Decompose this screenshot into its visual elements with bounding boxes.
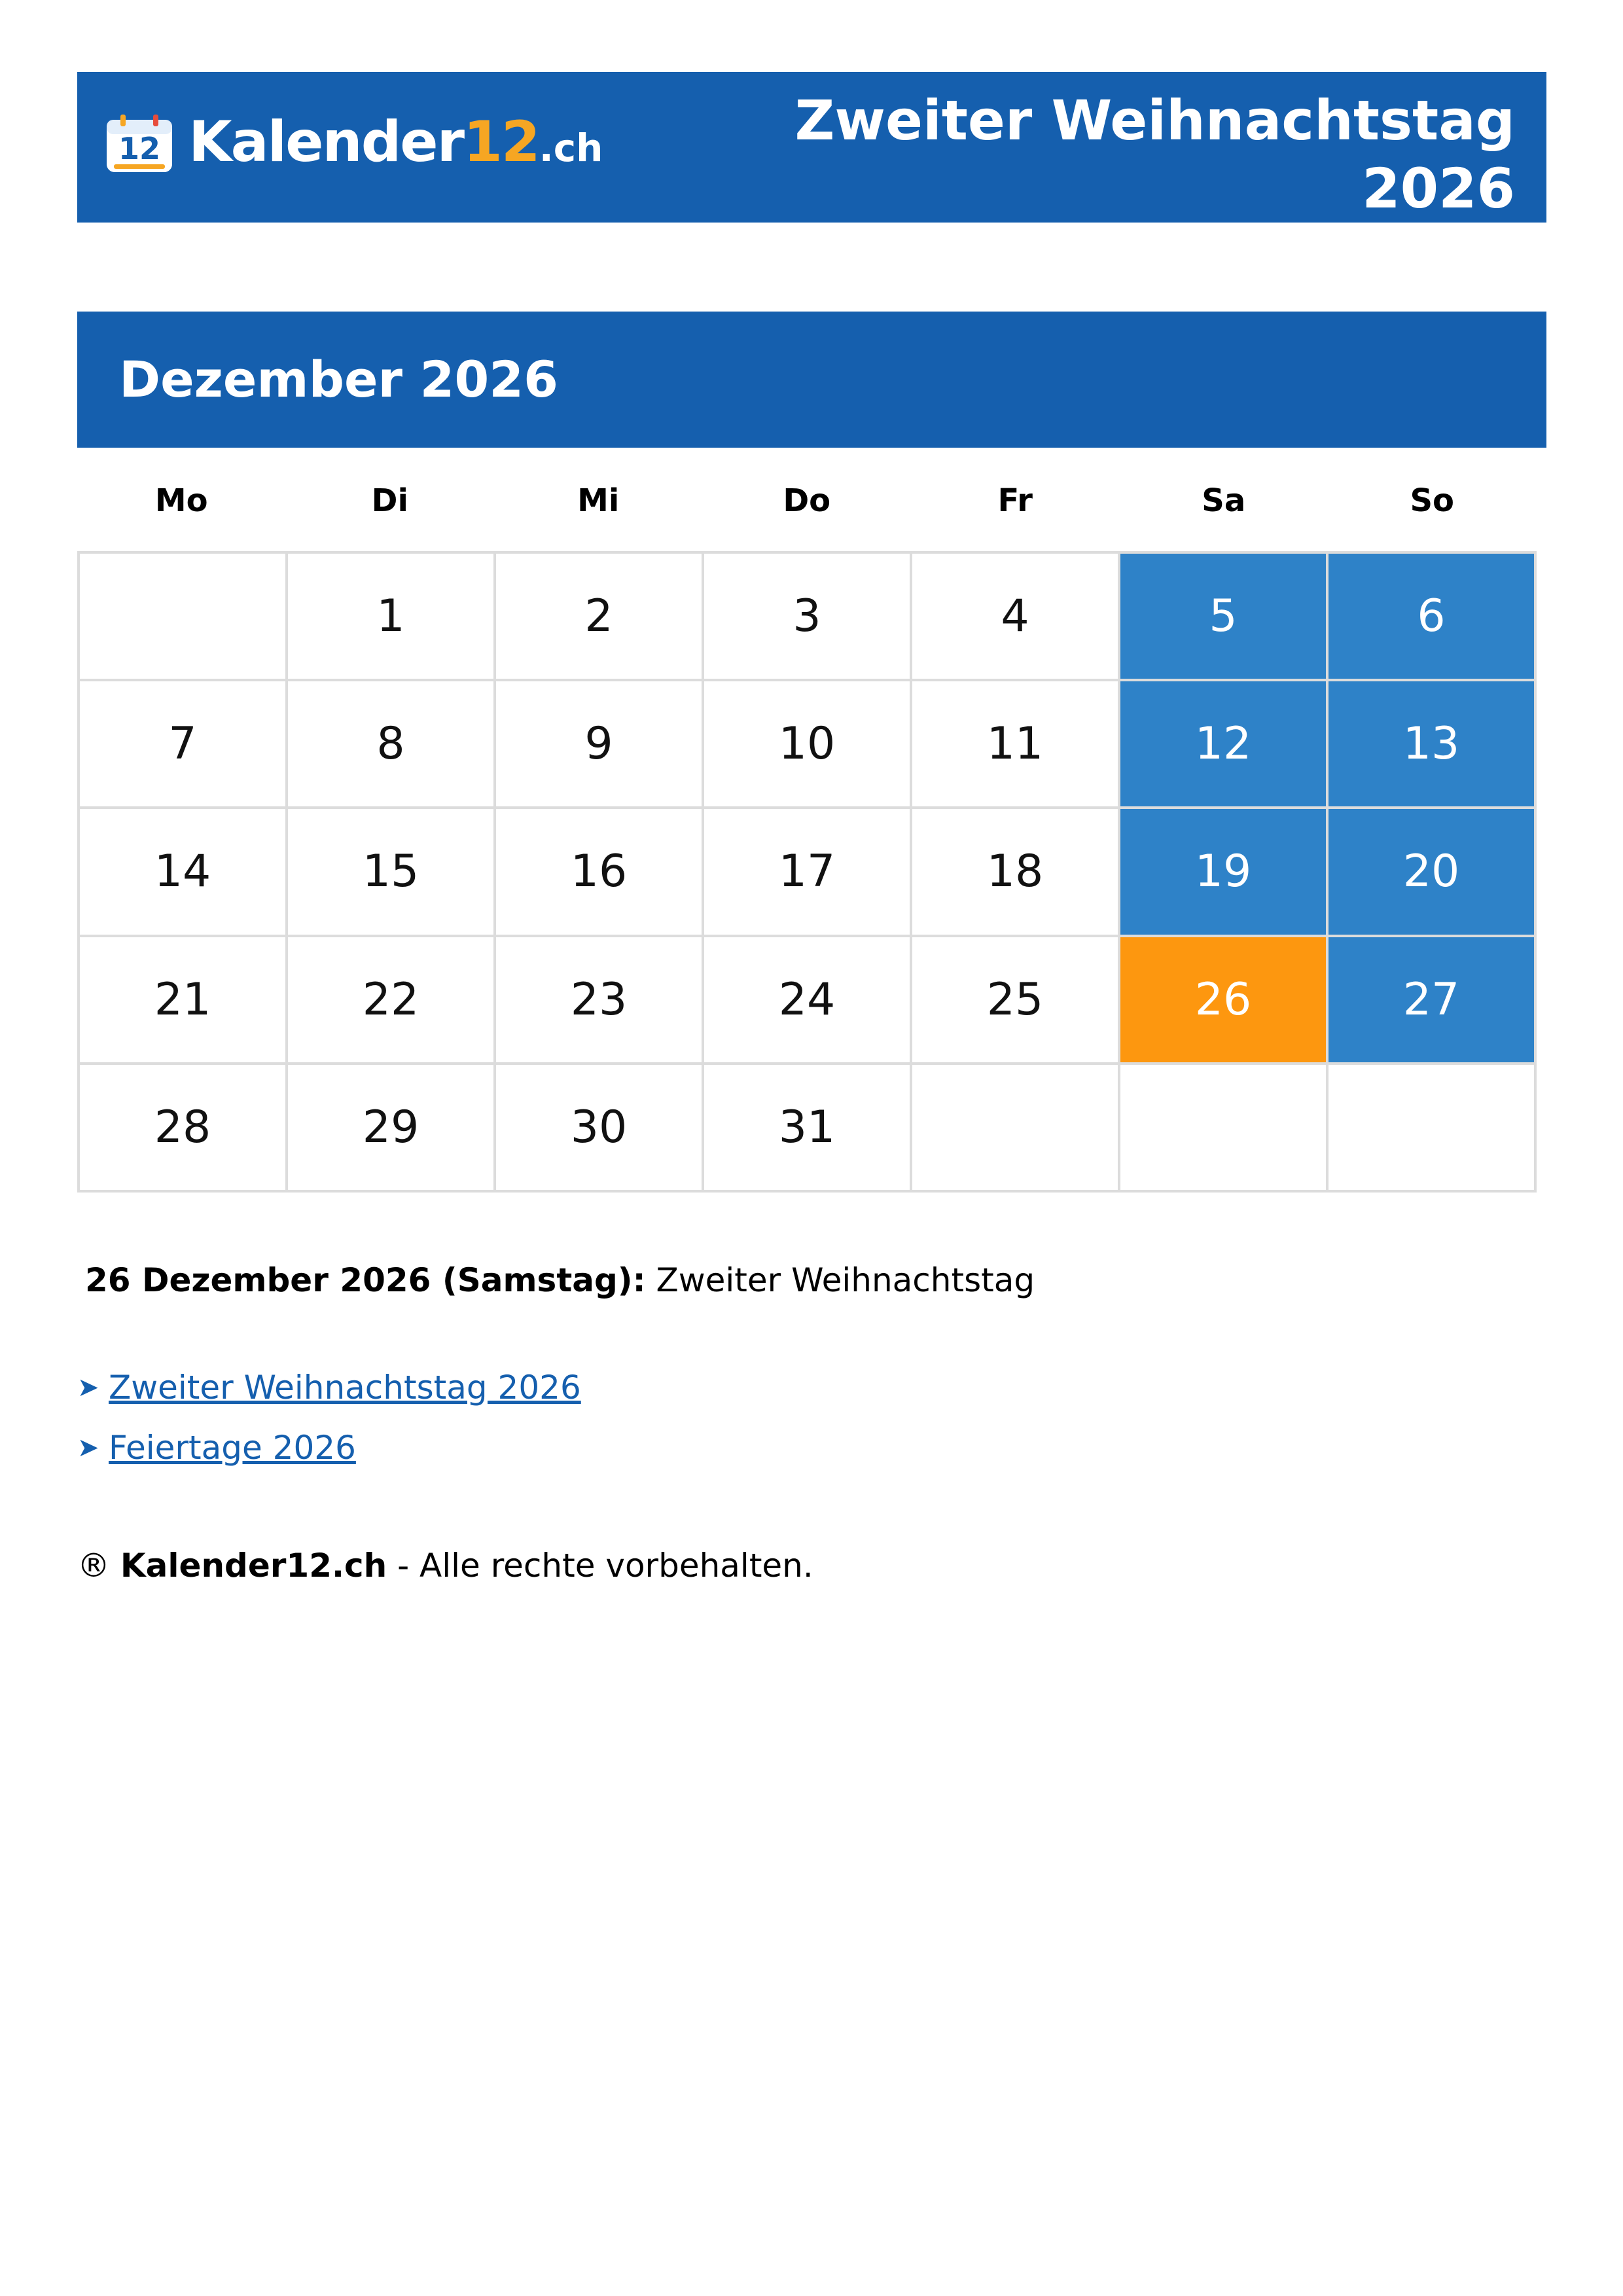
calendar-day-cell: 11 [912,681,1120,809]
logo-wordmark [188,109,603,175]
page-footer [77,1542,813,1589]
calendar-day-cell-holiday: 26 [1120,937,1329,1065]
footer-text: - Alle rechte vorbehalten. [397,1547,813,1585]
weekday-header-row [77,471,1537,530]
logo-brand-tld: .ch [539,126,603,170]
calendar-day-cell: 28 [80,1065,288,1193]
arrow-right-icon: ➤ [77,1372,99,1403]
calendar-day-cell: 1 [288,554,496,681]
link-feiertage[interactable]: Feiertage 2026 [109,1429,356,1467]
holiday-note [85,1257,1035,1304]
calendar-day-cell-weekend: 19 [1120,809,1329,937]
calendar-day-cell [80,554,288,681]
month-header [77,312,1546,448]
weekday-mi: Mi [577,482,620,519]
calendar-day-cell: 3 [704,554,912,681]
calendar-day-cell-weekend: 5 [1120,554,1329,681]
weekday-di: Di [371,482,408,519]
calendar-day-cell: 25 [912,937,1120,1065]
link-item [77,1418,581,1478]
calendar-day-cell: 8 [288,681,496,809]
registered-icon: ® [77,1547,110,1585]
arrow-right-icon: ➤ [77,1433,99,1463]
month-title: Dezember 2026 [119,350,559,408]
page-title-line1: Zweiter Weihnachtstag [794,88,1515,152]
related-links [77,1357,581,1478]
calendar-icon-number: 12 [118,131,161,166]
calendar-day-cell [912,1065,1120,1193]
calendar-day-cell: 16 [496,809,704,937]
calendar-day-cell: 24 [704,937,912,1065]
calendar-day-cell-weekend: 6 [1329,554,1537,681]
calendar-day-cell: 30 [496,1065,704,1193]
link-zweiter-weihnachtstag[interactable]: Zweiter Weihnachtstag 2026 [109,1369,581,1407]
site-logo[interactable] [105,106,603,178]
link-item [77,1357,581,1418]
calendar-day-cell-weekend: 13 [1329,681,1537,809]
calendar-day-cell: 7 [80,681,288,809]
logo-brand-number: 12 [463,109,539,175]
calendar-day-cell [1120,1065,1329,1193]
page-title [730,86,1515,223]
calendar-day-cell: 22 [288,937,496,1065]
calendar-day-cell: 15 [288,809,496,937]
weekday-fr: Fr [997,482,1033,519]
calendar-day-cell: 21 [80,937,288,1065]
calendar-day-cell: 4 [912,554,1120,681]
calendar-day-cell: 17 [704,809,912,937]
logo-brand-prefix: Kalender [188,109,464,175]
calendar-day-cell-weekend: 20 [1329,809,1537,937]
calendar-day-cell-weekend: 12 [1120,681,1329,809]
weekday-so: So [1410,482,1455,519]
calendar-day-cell: 10 [704,681,912,809]
holiday-note-name: Zweiter Weihnachtstag [656,1261,1035,1299]
calendar-grid [77,551,1537,1193]
calendar-day-cell [1329,1065,1537,1193]
calendar-day-cell: 18 [912,809,1120,937]
page-header [77,72,1546,223]
calendar-day-cell: 29 [288,1065,496,1193]
calendar-day-cell: 14 [80,809,288,937]
holiday-note-date: 26 Dezember 2026 (Samstag): [85,1261,646,1299]
page-title-line2: 2026 [1362,156,1515,221]
calendar-day-cell: 31 [704,1065,912,1193]
calendar-day-cell: 2 [496,554,704,681]
footer-brand: Kalender12.ch [120,1547,387,1585]
weekday-mo: Mo [154,482,208,519]
calendar-day-cell: 23 [496,937,704,1065]
calendar-day-cell: 9 [496,681,704,809]
weekday-sa: Sa [1202,482,1246,519]
weekday-do: Do [783,482,831,519]
calendar-icon [105,113,174,171]
calendar-day-cell-weekend: 27 [1329,937,1537,1065]
